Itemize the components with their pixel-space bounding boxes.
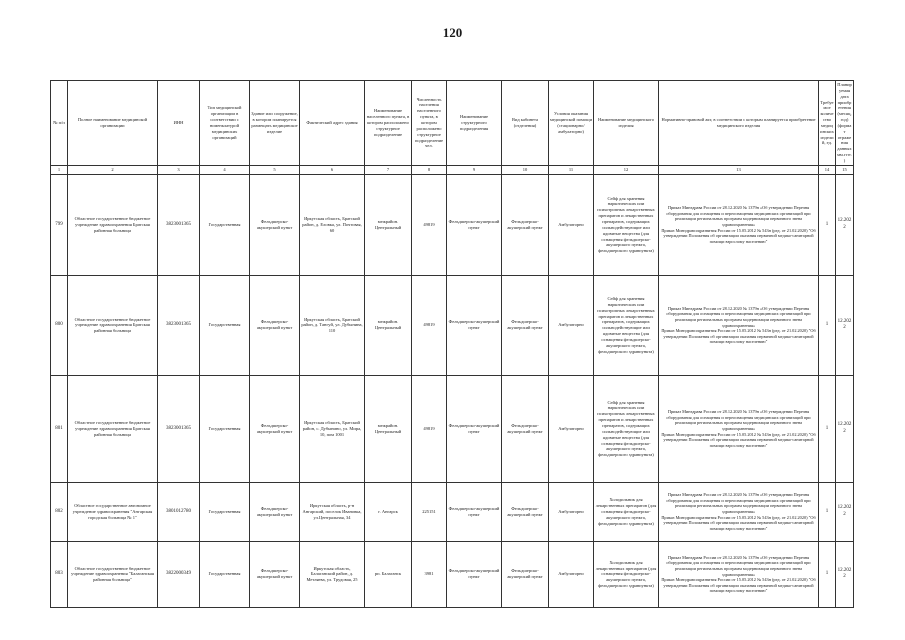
quantity: 1 (819, 375, 836, 482)
building: Фельдшерско-акушерский пункт (250, 482, 300, 541)
cabinet-type: Фельдшерско-акушерский пункт (502, 541, 549, 607)
device-name: Холодильник для лекарственных препаратов (для оснащения фельдшерско-акушерского пункта, фельдшерского здравпункта) (594, 541, 659, 607)
header-cell: Наименование структурного подразделения (447, 81, 502, 166)
column-number-row (51, 165, 854, 174)
population: 3981 (412, 541, 447, 607)
organization-name: Областное государственное бюджетное учреждение здравоохранения Братская районная больница (68, 375, 158, 482)
organization-name: Областное государственное бюджетное учреждение здравоохранения Братская районная больница (68, 174, 158, 275)
header-cell: Нормативно-правовой акт, в соответствии с которым планируется приобретение медицинского изделия (659, 81, 819, 166)
address: Иркутская область, Братский район, д. Еловка, ул. Почтовая, 60 (300, 174, 365, 275)
table-row (51, 275, 854, 375)
column-number: 13 (659, 165, 819, 174)
row-number: 799 (51, 174, 68, 275)
population: 49819 (412, 375, 447, 482)
column-number: 1 (51, 165, 68, 174)
legal-act (659, 482, 819, 541)
cabinet-type: Фельдшерско-акушерский пункт (502, 275, 549, 375)
address: Иркутская область, р-н Ангарский, поселок Ивановка, ул.Центральная, 34 (300, 482, 365, 541)
column-number: 9 (447, 165, 502, 174)
row-number: 800 (51, 275, 68, 375)
table-header-row (51, 81, 854, 166)
header-cell: Численность населения населенного пункта, в котором расположено структурное подразделение чел. (412, 81, 447, 166)
inn: 3822000349 (158, 541, 200, 607)
organization-type: Государственная (200, 275, 250, 375)
inn: 3801012780 (158, 482, 200, 541)
legal-act-line: Приказ Минздравсоцразвития России от 15.05.2012 № 543н (ред. от 21.02.2020) "Об утверждении Положения об организации оказания первичной медико-санитарной помощи взрослому населению" (661, 514, 816, 531)
population: 49819 (412, 275, 447, 375)
care-conditions: Амбулаторно (549, 541, 594, 607)
structural-unit: Фельдшерско-акушерский пункт (447, 375, 502, 482)
device-name: Холодильник для лекарственных препаратов (для оснащения фельдшерско-акушерского пункта, фельдшерского здравпункта) (594, 482, 659, 541)
legal-act-line: Приказ Минздрава России от 28.12.2020 № 1379н «Об утверждении Перечня оборудования для оснащения и переоснащения медицинских организаций при реализации региональных программ модернизации первичного звена здравоохранения» (666, 554, 811, 577)
inn: 3823001365 (158, 174, 200, 275)
column-number: 4 (200, 165, 250, 174)
legal-act-line: Приказ Минздравсоцразвития России от 15.05.2012 № 543н (ред. от 21.02.2020) "Об утверждении Положения об организации оказания первичной медико-санитарной помощи взрослому населению" (661, 577, 816, 594)
purchase-date: 12.2022 (836, 541, 854, 607)
purchase-date: 12.2022 (836, 275, 854, 375)
settlement: межрайон. Центральный (365, 174, 412, 275)
quantity: 1 (819, 275, 836, 375)
row-number: 801 (51, 375, 68, 482)
population: 225151 (412, 482, 447, 541)
row-number: 803 (51, 541, 68, 607)
column-number: 15 (836, 165, 854, 174)
column-number: 14 (819, 165, 836, 174)
cabinet-type: Фельдшерско-акушерский пункт (502, 482, 549, 541)
organization-type: Государственная (200, 375, 250, 482)
organization-name: Областное государственное бюджетное учреждение здравоохранения "Балаганская районная больница" (68, 541, 158, 607)
purchase-date: 12.2022 (836, 482, 854, 541)
column-number: 10 (502, 165, 549, 174)
legal-act-line: Приказ Минздравсоцразвития России от 15.05.2012 № 543н (ред. от 21.02.2020) "Об утверждении Положения об организации оказания первичной медико-санитарной помощи взрослому населению" (661, 227, 816, 244)
column-number: 12 (594, 165, 659, 174)
settlement: г. Ангарск (365, 482, 412, 541)
quantity: 1 (819, 482, 836, 541)
header-cell: Здание или сооружение, в котором планируется размещать медицинское изделие (250, 81, 300, 166)
quantity: 1 (819, 541, 836, 607)
legal-act-line: Приказ Минздрава России от 28.12.2020 № 1379н «Об утверждении Перечня оборудования для оснащения и переоснащения медицинских организаций при реализации региональных программ модернизации первичного звена здравоохранения» (666, 409, 811, 432)
page-number: 120 (442, 25, 463, 40)
header-cell: Условия оказания медицинской помощи (стационарно/амбулаторно) (549, 81, 594, 166)
legal-act (659, 174, 819, 275)
legal-act (659, 275, 819, 375)
header-cell: ИНН (158, 81, 200, 166)
header-cell: Полное наименование медицинской организации (68, 81, 158, 166)
legal-act-line: Приказ Минздрава России от 28.12.2020 № 1379н «Об утверждении Перечня оборудования для оснащения и переоснащения медицинских организаций при реализации региональных программ модернизации первичного звена здравоохранения» (666, 205, 811, 228)
care-conditions: Амбулаторно (549, 275, 594, 375)
column-number: 2 (68, 165, 158, 174)
organization-type: Государственная (200, 541, 250, 607)
header-cell: Вид кабинета (отделения) (502, 81, 549, 166)
table-row (51, 174, 854, 275)
building: Фельдшерско-акушерский пункт (250, 174, 300, 275)
legal-act-line: Приказ Минздравсоцразвития России от 15.05.2012 № 543н (ред. от 21.02.2020) "Об утверждении Положения об организации оказания первичной медико-санитарной помощи взрослому населению" (661, 328, 816, 345)
table-row (51, 482, 854, 541)
table-row (51, 541, 854, 607)
column-number: 8 (412, 165, 447, 174)
header-cell: Фактический адрес здания (300, 81, 365, 166)
column-number: 3 (158, 165, 200, 174)
legal-act (659, 541, 819, 607)
structural-unit: Фельдшерско-акушерский пункт (447, 541, 502, 607)
legal-act-line: Приказ Минздрава России от 28.12.2020 № 1379н «Об утверждении Перечня оборудования для оснащения и переоснащения медицинских организаций при реализации региональных программ модернизации первичного звена здравоохранения» (666, 305, 811, 328)
purchase-date: 12.2022 (836, 174, 854, 275)
inn: 3823001365 (158, 275, 200, 375)
table-row (51, 375, 854, 482)
inn: 3823001365 (158, 375, 200, 482)
quantity: 1 (819, 174, 836, 275)
cabinet-type: Фельдшерско-акушерский пункт (502, 375, 549, 482)
care-conditions: Амбулаторно (549, 174, 594, 275)
device-name: Сейф для хранения наркотических или психотропных лекарственных препаратов и лекарственных препаратов, содержащих сильнодействующие или ядовитые вещества (для оснащения фельдшерско-акушерского пункта, фельдшерского здравпункта) (594, 174, 659, 275)
organization-type: Государственная (200, 174, 250, 275)
device-name: Сейф для хранения наркотических или психотропных лекарственных препаратов и лекарственных препаратов, содержащих сильнодействующие или ядовитые вещества (для оснащения фельдшерско-акушерского пункта, фельдшерского здравпункта) (594, 275, 659, 375)
organization-name: Областное государственное автономное учреждение здравоохранения "Ангарская городская больница № 1" (68, 482, 158, 541)
address: Иркутская область, Балаганский район, д. Метляева, ул. Трудовая, 25 (300, 541, 365, 607)
legal-act (659, 375, 819, 482)
purchase-date: 12.2022 (836, 375, 854, 482)
structural-unit: Фельдшерско-акушерский пункт (447, 174, 502, 275)
settlement: межрайон. Центральный (365, 375, 412, 482)
header-cell: Требуемое количество медицинских изделий, ед. (819, 81, 836, 166)
address: Иркутская область, Братский район, с. Дубынино, ул. Мира, 10, пом 1001 (300, 375, 365, 482)
column-number: 7 (365, 165, 412, 174)
header-cell: Тип медицинской организации в соответствии с номенклатурой медицинских организаций (200, 81, 250, 166)
column-number: 5 (250, 165, 300, 174)
legal-act-line: Приказ Минздравсоцразвития России от 15.05.2012 № 543н (ред. от 21.02.2020) "Об утверждении Положения об организации оказания первичной медико-санитарной помощи взрослому населению" (661, 431, 816, 448)
column-number: 6 (300, 165, 365, 174)
structural-unit: Фельдшерско-акушерский пункт (447, 482, 502, 541)
header-cell: № п/п (51, 81, 68, 166)
building: Фельдшерско-акушерский пункт (250, 541, 300, 607)
row-number: 802 (51, 482, 68, 541)
population: 49819 (412, 174, 447, 275)
building: Фельдшерско-акушерский пункт (250, 375, 300, 482)
structural-unit: Фельдшерско-акушерский пункт (447, 275, 502, 375)
device-name: Сейф для хранения наркотических или психотропных лекарственных препаратов и лекарственных препаратов, содержащих сильнодействующие или ядовитые вещества (для оснащения фельдшерско-акушерского пункта, фельдшерского здравпункта) (594, 375, 659, 482)
address: Иркутская область, Братский район, д. Тангуй, ул. Дубынина, 110 (300, 275, 365, 375)
column-number: 11 (549, 165, 594, 174)
settlement: рп. Балаганск (365, 541, 412, 607)
legal-act-line: Приказ Минздрава России от 28.12.2020 № 1379н «Об утверждении Перечня оборудования для оснащения и переоснащения медицинских организаций при реализации региональных программ модернизации первичного звена здравоохранения» (666, 492, 811, 515)
header-cell: Наименование медицинского изделия (594, 81, 659, 166)
cabinet-type: Фельдшерско-акушерский пункт (502, 174, 549, 275)
header-cell: Планируемая дата приобретения (месяц, год) (формат отражения данных мм.гггг.) (836, 81, 854, 166)
building: Фельдшерско-акушерский пункт (250, 275, 300, 375)
equipment-register-table (50, 80, 854, 608)
care-conditions: Амбулаторно (549, 482, 594, 541)
organization-type: Государственная (200, 482, 250, 541)
header-cell: Наименование населенного пункта, в котором расположено структурное подразделение (365, 81, 412, 166)
care-conditions: Амбулаторно (549, 375, 594, 482)
organization-name: Областное государственное бюджетное учреждение здравоохранения Братская районная больница (68, 275, 158, 375)
settlement: межрайон. Центральный (365, 275, 412, 375)
